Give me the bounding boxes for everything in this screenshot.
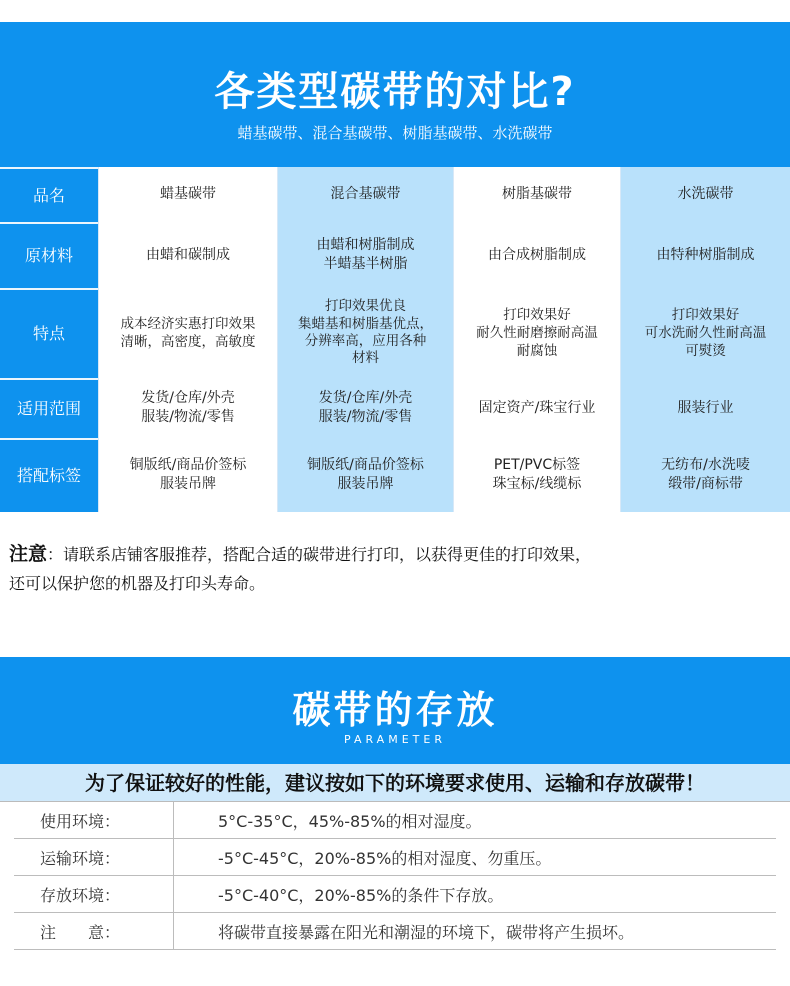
comparison-table [0, 167, 790, 512]
table-cell: 发货/仓库/外壳 服装/物流/零售 [98, 378, 277, 438]
table-cell: 铜版纸/商品价签标 服装吊牌 [98, 438, 277, 512]
row-header: 原材料 [0, 222, 98, 288]
storage-slogan: 为了保证较好的性能，建议按如下的环境要求使用、运输和存放碳带！ [0, 764, 790, 802]
storage-subtitle: PARAMETER [344, 733, 446, 746]
env-label: 注 意： [14, 913, 174, 949]
table-cell: 打印效果好 可水洗耐久性耐高温 可熨烫 [620, 288, 790, 378]
notice-label: 注意 [9, 543, 48, 565]
env-value: -5°C-45°C，20%-85%的相对湿度、勿重压。 [218, 848, 552, 868]
storage-title: 碳带的存放 [292, 688, 498, 732]
table-cell: 水洗碳带 [620, 167, 790, 222]
table-row-name [0, 167, 790, 222]
table-cell: 树脂基碳带 [453, 167, 620, 222]
table-cell: 打印效果好 耐久性耐磨擦耐高温 耐腐蚀 [453, 288, 620, 378]
notice [9, 540, 784, 598]
table-row-material [0, 222, 790, 288]
storage-table [14, 802, 776, 950]
table-cell: 铜版纸/商品价签标 服装吊牌 [277, 438, 453, 512]
table-cell: 由合成树脂制成 [453, 222, 620, 288]
table-row [14, 839, 776, 876]
table-row [14, 913, 776, 950]
env-value: 将碳带直接暴露在阳光和潮湿的环境下，碳带将产生损坏。 [218, 922, 635, 942]
row-header: 搭配标签 [0, 438, 98, 512]
comparison-banner [0, 22, 790, 167]
table-cell: 成本经济实惠打印效果 清晰，高密度，高敏度 [98, 288, 277, 378]
table-cell: 发货/仓库/外壳 服装/物流/零售 [277, 378, 453, 438]
row-header: 特点 [0, 288, 98, 378]
env-value: 5°C-35°C，45%-85%的相对湿度。 [218, 811, 482, 831]
comparison-subtitle: 蜡基碳带、混合基碳带、树脂基碳带、水洗碳带 [237, 124, 553, 142]
table-cell: 蜡基碳带 [98, 167, 277, 222]
env-label: 运输环境： [14, 839, 174, 875]
table-cell: 由蜡和树脂制成 半蜡基半树脂 [277, 222, 453, 288]
table-cell: PET/PVC标签 珠宝标/线缆标 [453, 438, 620, 512]
table-row-usage [0, 378, 790, 438]
row-header: 品名 [0, 167, 98, 222]
table-cell: 无纺布/水洗唛 缎带/商标带 [620, 438, 790, 512]
table-cell: 打印效果优良 集蜡基和树脂基优点， 分辨率高，应用各种 材料 [277, 288, 453, 378]
env-value: -5°C-40°C，20%-85%的条件下存放。 [218, 885, 504, 905]
table-row [14, 802, 776, 839]
table-cell: 服装行业 [620, 378, 790, 438]
notice-text: ：请联系店铺客服推荐，搭配合适的碳带进行打印，以获得更佳的打印效果， 还可以保护您的机器及打印头寿命。 [9, 545, 592, 593]
env-label: 存放环境： [14, 876, 174, 912]
table-row-features [0, 288, 790, 378]
table-cell: 由特种树脂制成 [620, 222, 790, 288]
storage-banner [0, 657, 790, 764]
env-label: 使用环境： [14, 802, 174, 838]
table-cell: 混合基碳带 [277, 167, 453, 222]
table-row-labels [0, 438, 790, 512]
table-row [14, 876, 776, 913]
comparison-title: 各类型碳带的对比? [214, 69, 576, 115]
table-cell: 由蜡和碳制成 [98, 222, 277, 288]
row-header: 适用范围 [0, 378, 98, 438]
table-cell: 固定资产/珠宝行业 [453, 378, 620, 438]
